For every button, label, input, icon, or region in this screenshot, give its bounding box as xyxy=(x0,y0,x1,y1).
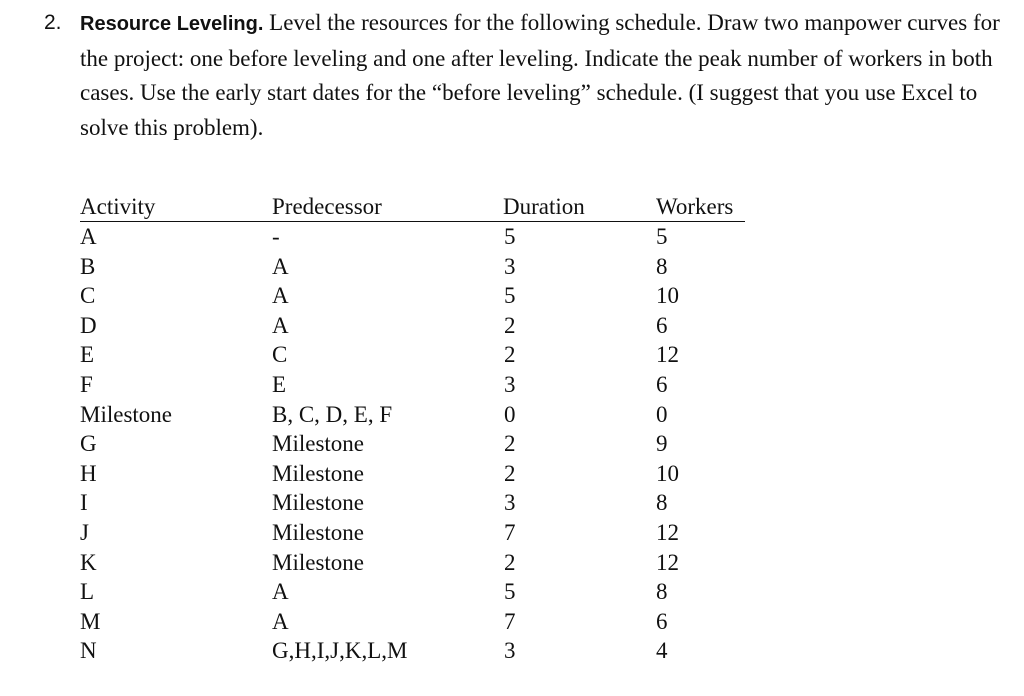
header-activity: Activity xyxy=(80,194,156,219)
cell-workers: 8 xyxy=(656,579,668,605)
cell-workers: 10 xyxy=(656,460,679,486)
cell-duration: 0 xyxy=(504,401,516,427)
cell-workers: 9 xyxy=(656,431,668,457)
cell-activity: B xyxy=(80,253,96,279)
cell-activity: C xyxy=(80,283,96,309)
problem-statement xyxy=(44,6,1014,145)
table-row xyxy=(80,518,745,548)
table-row xyxy=(80,252,745,282)
cell-activity: E xyxy=(80,342,95,368)
cell-duration: 5 xyxy=(504,579,516,605)
table-row xyxy=(80,311,745,341)
cell-workers: 8 xyxy=(656,490,668,516)
cell-predecessor: C xyxy=(272,342,288,368)
cell-duration: 7 xyxy=(504,519,516,545)
cell-predecessor: Milestone xyxy=(272,549,364,575)
cell-duration: 5 xyxy=(504,283,516,309)
cell-predecessor: Milestone xyxy=(272,490,364,516)
cell-workers: 6 xyxy=(656,371,668,397)
cell-duration: 5 xyxy=(504,224,516,249)
table-row xyxy=(80,340,745,370)
table-row xyxy=(80,281,745,311)
cell-activity: Milestone xyxy=(80,401,172,427)
table-row xyxy=(80,577,745,607)
table-row xyxy=(80,400,745,430)
cell-workers: 6 xyxy=(656,608,668,634)
cell-duration: 7 xyxy=(504,608,516,634)
header-workers: Workers xyxy=(656,194,734,219)
cell-activity: F xyxy=(80,371,93,397)
cell-duration: 2 xyxy=(504,431,516,457)
problem-number: 2. xyxy=(44,11,62,34)
cell-duration: 3 xyxy=(504,253,516,279)
cell-predecessor: - xyxy=(272,224,280,249)
cell-duration: 2 xyxy=(504,312,516,338)
cell-workers: 6 xyxy=(656,312,668,338)
cell-activity: D xyxy=(80,312,97,338)
cell-workers: 8 xyxy=(656,253,668,279)
cell-duration: 3 xyxy=(504,371,516,397)
table-row xyxy=(80,459,745,489)
cell-activity: G xyxy=(80,431,97,457)
table-row xyxy=(80,488,745,518)
cell-activity: A xyxy=(80,224,97,249)
cell-activity: N xyxy=(80,638,97,664)
cell-activity: K xyxy=(80,549,97,575)
cell-workers: 12 xyxy=(656,519,679,545)
table-row xyxy=(80,370,745,400)
cell-duration: 2 xyxy=(504,549,516,575)
cell-duration: 2 xyxy=(504,460,516,486)
cell-workers: 0 xyxy=(656,401,668,427)
activity-table xyxy=(80,193,745,666)
cell-duration: 2 xyxy=(504,342,516,368)
table-row xyxy=(80,429,745,459)
cell-duration: 3 xyxy=(504,490,516,516)
cell-duration: 3 xyxy=(504,638,516,664)
cell-activity: M xyxy=(80,608,101,634)
header-duration: Duration xyxy=(503,194,585,219)
cell-predecessor: A xyxy=(272,283,289,309)
cell-workers: 4 xyxy=(656,638,668,664)
cell-predecessor: A xyxy=(272,608,289,634)
cell-workers: 12 xyxy=(656,342,679,368)
cell-predecessor: A xyxy=(272,579,289,605)
table-row xyxy=(80,548,745,578)
cell-predecessor: Milestone xyxy=(272,431,364,457)
table-row xyxy=(80,607,745,637)
cell-activity: J xyxy=(80,519,89,545)
table-header xyxy=(80,193,745,222)
cell-workers: 10 xyxy=(656,283,679,309)
cell-predecessor: E xyxy=(272,371,287,397)
cell-activity: L xyxy=(80,579,95,605)
cell-predecessor: Milestone xyxy=(272,460,364,486)
table-row xyxy=(80,222,745,252)
cell-predecessor: B, C, D, E, F xyxy=(272,401,393,427)
cell-activity: H xyxy=(80,460,97,486)
problem-body: Level the resources for the following schedule. Draw two manpower curves for the project: one before leveling and one after leveling. Indicate the peak number of workers in both cases. Use the early start dates for the “before leveling” schedule. (I suggest that you use Excel to solve this problem). xyxy=(80,10,1000,140)
cell-predecessor: A xyxy=(272,312,289,338)
table-row xyxy=(80,636,745,666)
cell-workers: 12 xyxy=(656,549,679,575)
cell-predecessor: Milestone xyxy=(272,519,364,545)
problem-title: Resource Leveling. xyxy=(80,13,264,35)
cell-workers: 5 xyxy=(656,224,668,249)
problem-text xyxy=(80,6,1014,145)
cell-activity: I xyxy=(80,490,88,516)
cell-predecessor: A xyxy=(272,253,289,279)
header-predecessor: Predecessor xyxy=(272,194,382,219)
cell-predecessor: G,H,I,J,K,L,M xyxy=(272,638,408,664)
table-body xyxy=(80,222,745,666)
